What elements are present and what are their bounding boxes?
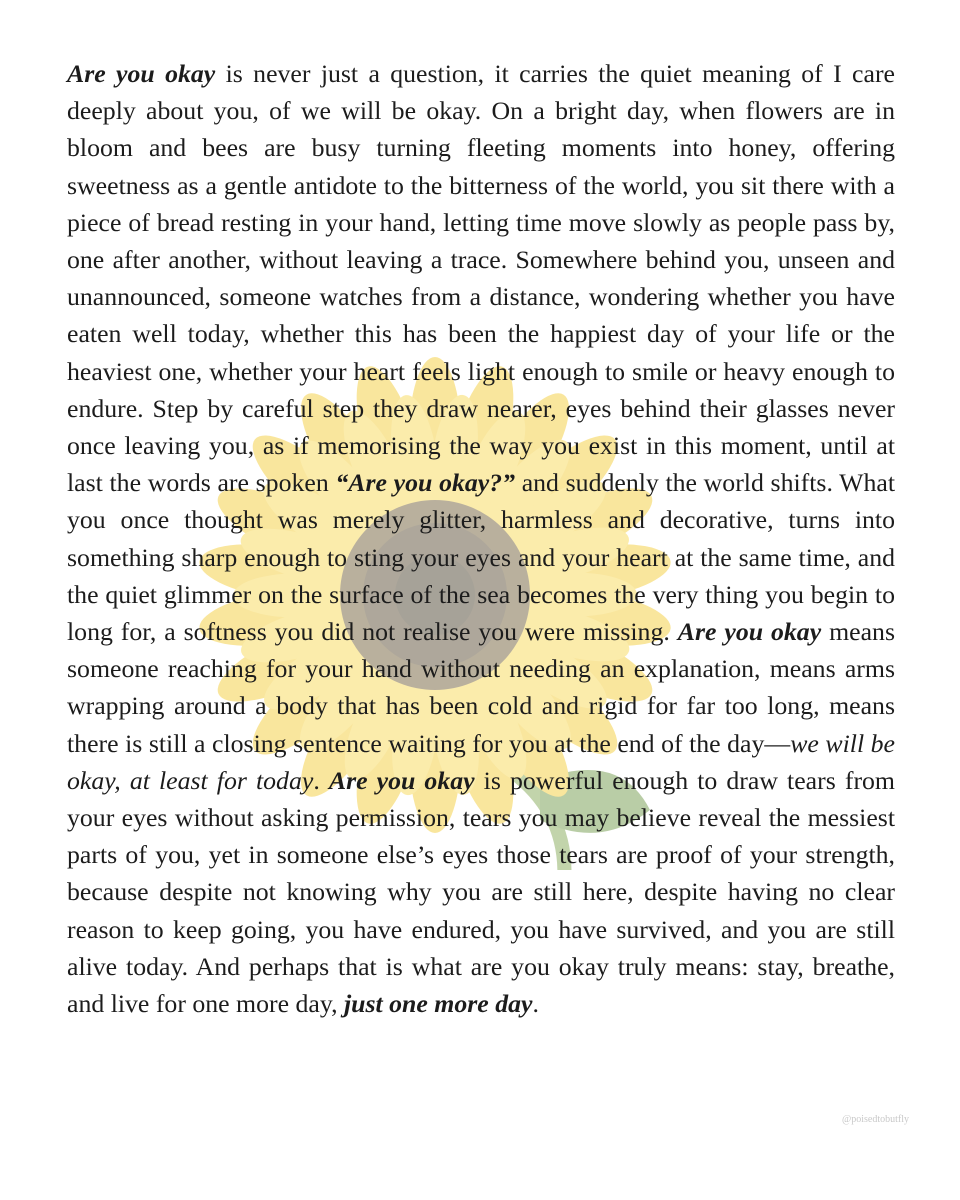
text-segment: is never just a question, it carries the quiet meaning of I care deeply about you, of we will be okay. On a bright day, when flowers are in bloom and bees are busy turning fleeting moments into honey, offering sweetness as a gentle antidote to the bitterness of the world, you sit there with a piece of bread resting in your hand, letting time move slowly as people pass by, one after another, without leaving a trace. Somewhere behind you, unseen and unannounced, someone watches from a distance, wondering whether you have eaten well today, whether this has been the happiest day of your life or the heaviest one, whether your heart feels light enough to smile or heavy enough to endure. Step by careful step they draw nearer, eyes behind their glasses never once leaving you, as if memorising the way you exist in this moment, until at last the words are spoken [67,59,895,498]
phrase-are-you-okay: Are you okay [677,617,822,647]
text-segment: and suddenly the world shifts. What you once thought was merely glitter, harmless and decorative, turns into something sharp enough to sting your eyes and your heart at the same time, and the quiet glimmer on the surface of the sea becomes the very thing you begin to long for, a softness you did not realise you were missing. [67,468,895,647]
italic-phrase: we will be okay, at least for today [67,728,895,795]
essay-paragraph [67,55,895,1022]
closing-phrase: just one more day [343,989,533,1019]
text-segment: is powerful enough to draw tears from your eyes without asking permission, tears you may believe reveal the messiest parts of you, yet in someone else’s eyes those tears are proof of your strength, because despite not knowing why you are still here, despite having no clear reason to keep going, you have endured, you have survived, and you are still alive today. And perhaps that is what are you okay truly means: stay, breathe, and live for one more day, [67,765,895,1019]
phrase-are-you-okay: Are you okay [328,765,475,795]
watermark: @poisedtobutfly [842,1114,909,1125]
phrase-are-you-okay: Are you okay [67,59,216,88]
text-segment: . [313,765,329,795]
text-segment: means someone reaching for your hand without needing an explanation, means arms wrapping around a body that has been cold and rigid for far too long, means there is still a closing sentence waiting for you at the end of the day— [67,617,895,758]
text-segment: . [532,989,539,1019]
quoted-question: “Are you okay?” [335,468,516,498]
